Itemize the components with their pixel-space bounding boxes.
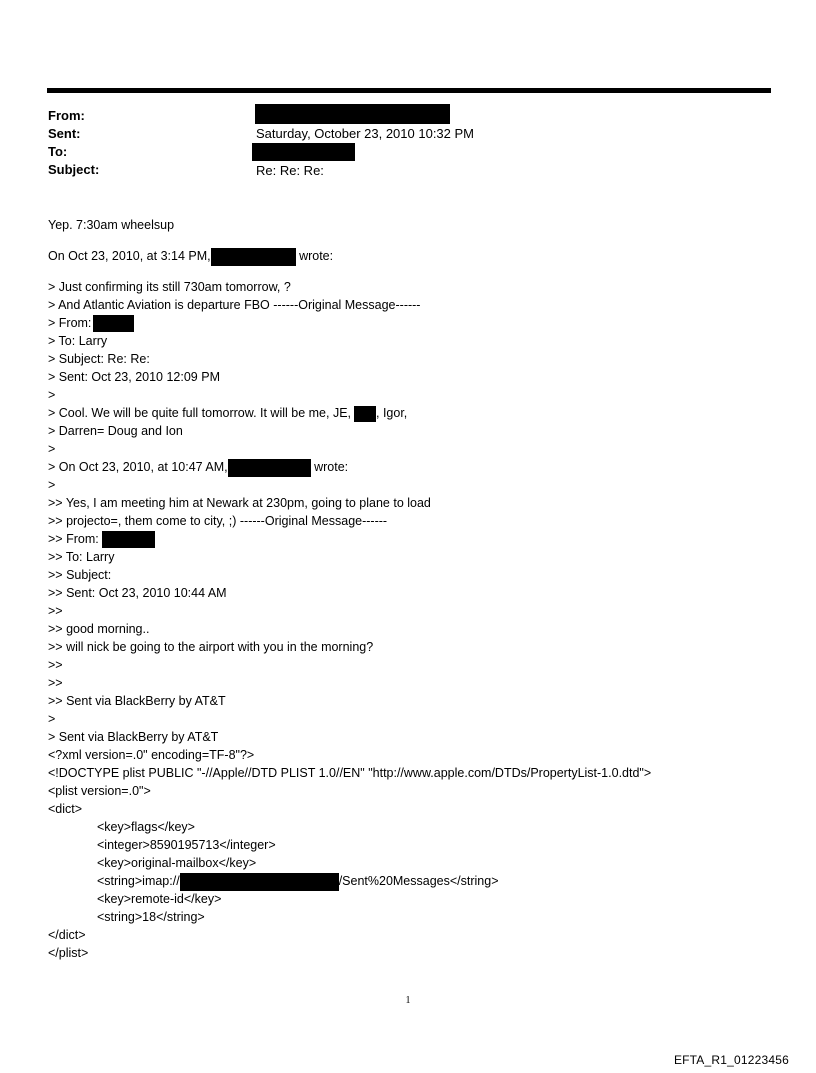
body-line: >> Yes, I am meeting him at Newark at 230pm, going to plane to load: [48, 496, 431, 510]
body-line: Yep. 7:30am wheelsup: [48, 218, 175, 232]
body-line: >> projecto=, them come to city, ;) ------Original Message------: [48, 514, 388, 528]
body-line: >> Sent via BlackBerry by AT&T: [48, 694, 226, 708]
body-line: <!DOCTYPE plist PUBLIC "-//Apple//DTD PLIST 1.0//EN" "http://www.apple.com/DTDs/PropertyList-1.0.dtd">: [48, 766, 652, 780]
redaction-to: [252, 143, 355, 161]
body-line: >>: [48, 676, 63, 690]
header-rule: [47, 88, 771, 93]
body-line: On Oct 23, 2010, at 3:14 PM, wrote:: [48, 247, 788, 265]
body-line: >> To: Larry: [48, 550, 115, 564]
subject-label: Subject:: [48, 162, 100, 177]
body-line: >> Subject:: [48, 568, 112, 582]
body-line: >> good morning..: [48, 622, 150, 636]
body-line: <dict>: [48, 802, 83, 816]
body-line: <string>18</string>: [97, 910, 205, 924]
body-line: > From:: [48, 314, 788, 332]
body-line: >> will nick be going to the airport with you in the morning?: [48, 640, 374, 654]
document-id: EFTA_R1_01223456: [673, 1053, 789, 1067]
redaction-sender: [211, 248, 296, 266]
body-line: > Just confirming its still 730am tomorrow, ?: [48, 280, 291, 294]
body-line: >: [48, 442, 56, 456]
page-number: 1: [405, 995, 411, 1006]
body-line: >>: [48, 604, 63, 618]
redaction-sender-quoted: [228, 459, 311, 477]
from-label: From:: [48, 108, 85, 123]
body-line: > Sent: Oct 23, 2010 12:09 PM: [48, 370, 220, 384]
body-line: > Sent via BlackBerry by AT&T: [48, 730, 219, 744]
body-line: > And Atlantic Aviation is departure FBO ------Original Message------: [48, 298, 421, 312]
redaction-from: [255, 104, 450, 124]
body-line: > Darren= Doug and Ion: [48, 424, 183, 438]
redaction-mailbox: [180, 873, 339, 891]
redaction-from-quoted-2: [102, 531, 155, 548]
body-line: > Subject: Re: Re:: [48, 352, 150, 366]
body-line: <?xml version=.0" encoding=TF-8"?>: [48, 748, 255, 762]
body-line: > To: Larry: [48, 334, 108, 348]
body-line: </plist>: [48, 946, 89, 960]
body-line: <string>imap:// /Sent%20Messages</string>: [48, 872, 788, 890]
body-line: <plist version=.0">: [48, 784, 151, 798]
redaction-passenger: [354, 406, 376, 422]
body-line: </dict>: [48, 928, 86, 942]
redaction-from-quoted: [93, 315, 134, 332]
body-line: > Cool. We will be quite full tomorrow. It will be me, JE, , Igor,: [48, 406, 408, 420]
body-line: <key>flags</key>: [97, 820, 195, 834]
body-line: >> From:: [48, 530, 788, 548]
body-line: >: [48, 712, 56, 726]
body-line: <key>original-mailbox</key>: [97, 856, 257, 870]
body-line: >>: [48, 658, 63, 672]
body-line: <key>remote-id</key>: [97, 892, 222, 906]
email-body: [48, 216, 788, 962]
to-label: To:: [48, 144, 68, 159]
subject-value: Re: Re: Re:: [256, 163, 324, 178]
sent-value: Saturday, October 23, 2010 10:32 PM: [256, 126, 475, 141]
body-line: <integer>8590195713</integer>: [97, 838, 276, 852]
body-line: >: [48, 388, 56, 402]
body-line: > On Oct 23, 2010, at 10:47 AM, wrote:: [48, 458, 788, 476]
sent-label: Sent:: [48, 126, 81, 141]
body-line: >> Sent: Oct 23, 2010 10:44 AM: [48, 586, 227, 600]
body-line: >: [48, 478, 56, 492]
